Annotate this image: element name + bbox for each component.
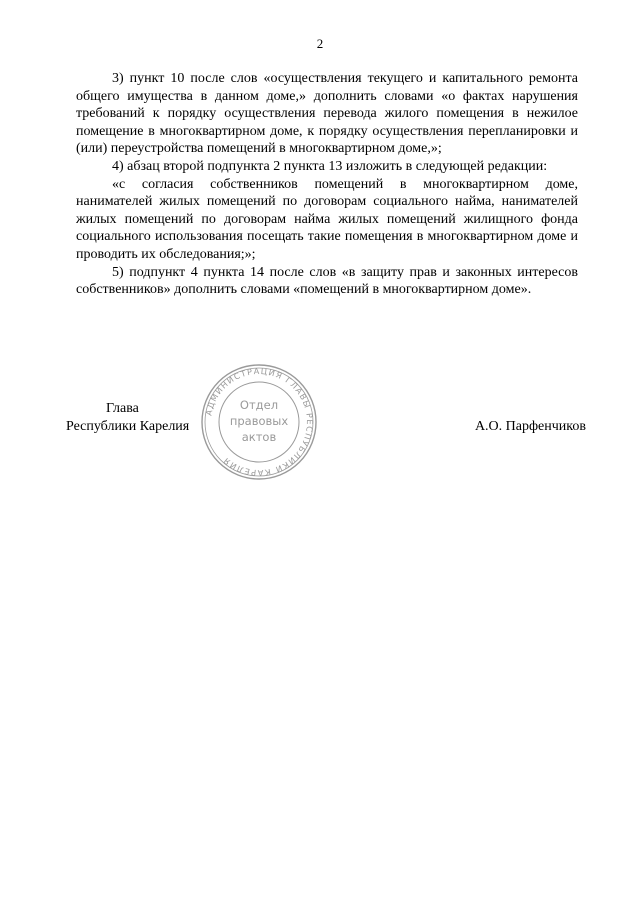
stamp-ring-text: АДМИНИСТРАЦИЯ ГЛАВЫ РЕСПУБЛИКИ КАРЕЛИЯ xyxy=(203,365,316,479)
document-body xyxy=(76,70,578,299)
signatory-title xyxy=(66,400,206,436)
stamp-center-line3: актов xyxy=(241,430,277,444)
paragraph-item-3: 3) пункт 10 после слов «осуществления текущего и капитального ремонта общего имущества в данном доме,» дополнить словами «о фактах нарушения требований к порядку осуществления перевода жилого помещения в нежилое помещение в многоквартирном доме, к порядку осуществления перепланировки и (или) переустройства помещений в многоквартирном доме,»; xyxy=(76,71,578,157)
paragraph-quoted-text: «с согласия собственников помещений в многоквартирном доме, нанимателей жилых помещений по договорам социального найма, нанимателей жилых помещений по договорам найма жилых помещений жилищного фонда социального использования посещать такие помещения в многоквартирном доме и проводить их обследования;»; xyxy=(76,176,578,262)
stamp-center-line1: Отдел xyxy=(239,398,279,412)
paragraph-item-4: 4) абзац второй подпункта 2 пункта 13 изложить в следующей редакции: xyxy=(112,158,548,174)
official-stamp xyxy=(199,362,319,482)
signatory-name: А.О. Парфенчиков xyxy=(474,419,586,434)
signatory-title-line1: Глава xyxy=(106,401,139,416)
page-number: 2 xyxy=(316,36,324,51)
signature-block xyxy=(66,400,586,470)
signatory-title-line2: Республики Карелия xyxy=(66,419,190,434)
paragraph-item-5: 5) подпункт 4 пункта 14 после слов «в защиту прав и законных интересов собственников» дополнить словами «помещений в многоквартирном доме». xyxy=(76,264,578,298)
stamp-center-line2: правовых xyxy=(229,414,289,428)
